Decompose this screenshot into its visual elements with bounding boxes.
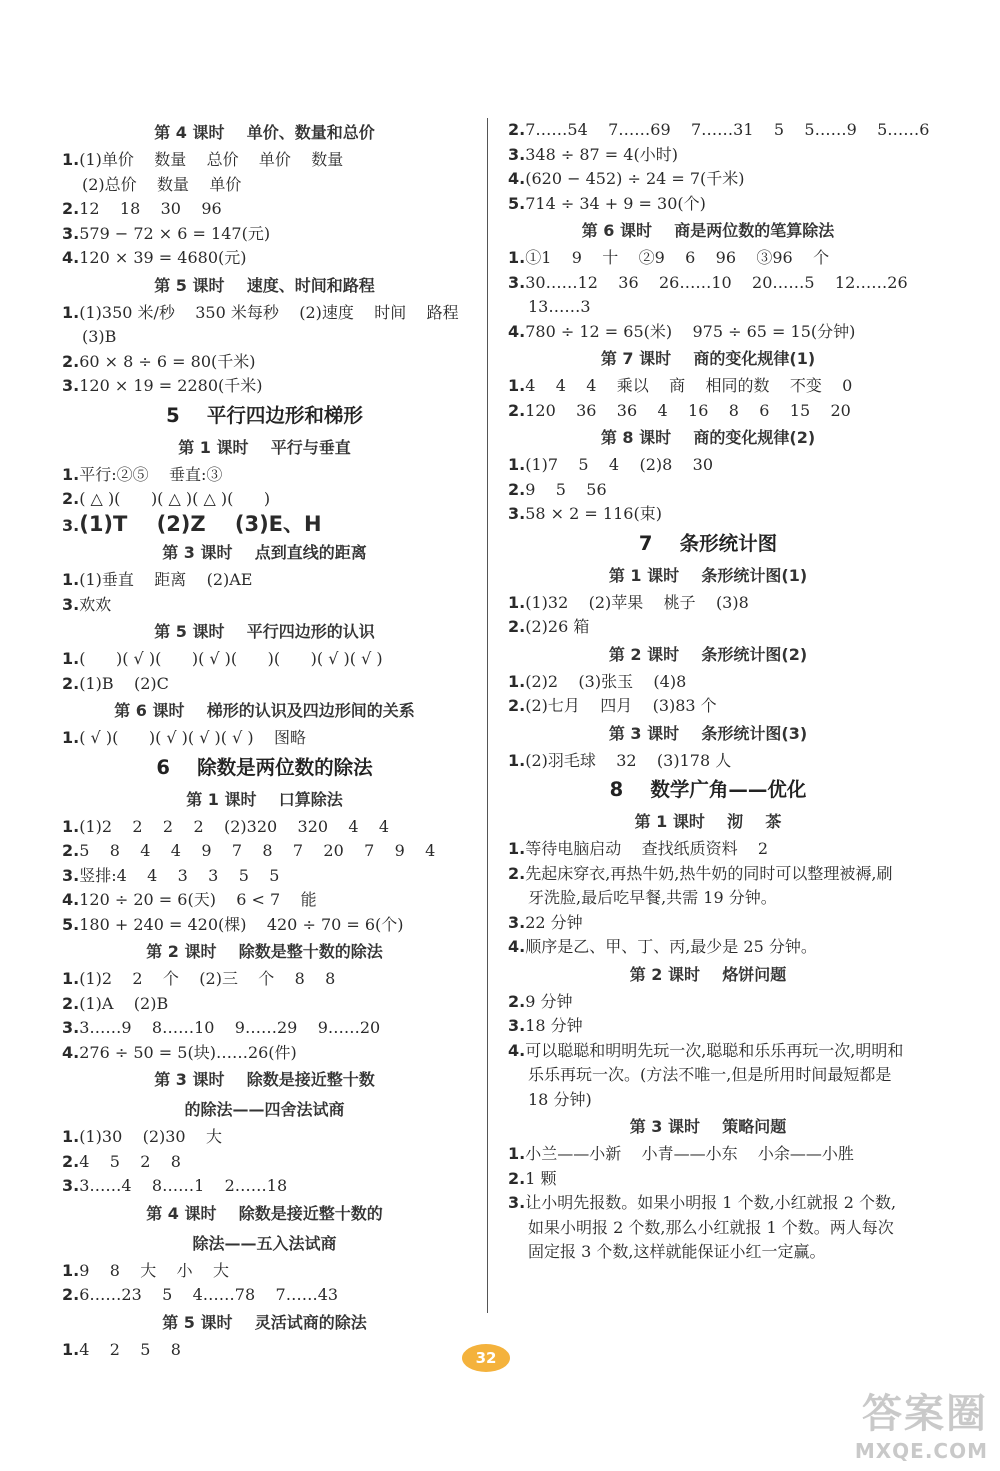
answer-text: 顺序是乙、甲、丁、丙,最少是 25 分钟。 [525,937,817,956]
answer-text: 780 ÷ 12 = 65(米) 975 ÷ 65 = 15(分钟) [525,321,856,341]
answer-text: (1)B (2)C [79,673,169,693]
answer-text: (1)7 5 4 (2)8 30 [525,455,713,474]
answer-text: 120 × 39 = 4680(元) [79,248,247,267]
answer-text: (2)七月 四月 (3)83 个 [525,696,717,715]
answer-line [508,478,908,503]
answer-text: 7……54 7……69 7……31 5 5……9 5……6 [525,120,930,139]
answer-line [62,913,467,938]
answer-line [62,197,467,222]
answer-text: 5 8 4 4 9 7 8 7 20 7 9 4 [79,841,436,860]
question-number: 3. [508,1016,526,1035]
answer-line [62,1174,467,1199]
answer-line [508,1039,908,1113]
answer-text: (1)A (2)B [79,993,169,1013]
question-number: 2. [508,991,526,1011]
lesson-heading: 第 4 课时 除数是接近整十数的 [146,1203,383,1223]
chapter-heading: 5 平行四边形和梯形 [166,403,363,427]
answer-text: 30……12 36 26……10 20……5 12……26 [525,272,908,292]
question-number: 4. [62,1042,80,1062]
question-number: 2. [62,993,80,1013]
answer-text: ( △ )( )( △ )( △ )( ) [79,489,271,508]
page-number-badge [462,1344,510,1372]
answer-line [62,1125,467,1150]
question-number: 3. [62,1176,80,1195]
answer-line [62,815,467,840]
answer-line [62,374,467,399]
answer-text: 等待电脑启动 查找纸质资料 2 [525,839,769,858]
lesson-heading: 第 2 课时 条形统计图(2) [608,644,808,664]
answer-line [508,167,908,192]
watermark [855,1382,988,1463]
answer-text: 120 × 19 = 2280(千米) [79,376,263,395]
answer-line [508,749,908,774]
answer-text: 276 ÷ 50 = 5(块)……26(件) [79,1042,297,1062]
answer-text: 3……4 8……1 2……18 [79,1176,288,1195]
question-number: 3. [508,912,526,932]
question-number: 1. [62,150,80,169]
lesson-heading: 第 1 课时 沏 茶 [634,812,782,831]
answer-text: 欢欢 [79,594,112,614]
answer-line [62,593,467,618]
question-number: 2. [508,696,526,715]
answer-line [508,374,908,399]
answer-line [508,192,908,217]
answer-text: 先起床穿衣,再热牛奶,热牛奶的同时可以整理被褥,刷牙洗脸,最后吃早餐,共需 19 分钟。 [525,863,893,907]
right-column [508,118,930,1265]
question-number: 2. [62,841,80,860]
question-number: 2. [508,617,526,636]
answer-line [508,990,908,1015]
answer-line [62,647,467,672]
question-number: 4. [508,1040,526,1060]
question-number: 4. [62,890,80,909]
lesson-heading: 第 3 课时 除数是接近整十数 [154,1070,375,1089]
answer-text: 120 ÷ 20 = 6(天) 6 < 7 能 [79,890,317,909]
answer-text: (1)单价 数量 总价 单价 数量 [79,150,344,169]
lesson-heading: 第 3 课时 策略问题 [629,1117,787,1136]
answer-text: 579 − 72 × 6 = 147(元) [79,223,271,243]
answer-line [508,271,908,296]
lesson-heading: 第 3 课时 点到直线的距离 [162,543,367,562]
lesson-heading: 第 3 课时 条形统计图(3) [608,723,808,743]
answer-text: 180 + 240 = 420(棵) 420 ÷ 70 = 6(个) [79,914,404,934]
answer-continuation: 13……3 [528,297,591,316]
question-number: 4. [508,321,526,341]
answer-text: (1)350 米/秒 350 米每秒 (2)速度 时间 路程 (3)B [79,302,479,346]
answer-line [62,839,467,864]
lesson-heading: 第 5 课时 灵活试商的除法 [162,1312,367,1332]
question-number: 1. [62,570,80,589]
answer-line [62,672,467,697]
question-number: 4. [62,248,80,267]
answer-text: 可以聪聪和明明先玩一次,聪聪和乐乐再玩一次,明明和乐乐再玩一次。(方法不唯一,但是所用时间最短都是 18 分钟) [525,1040,904,1109]
answer-text: (1)2 2 2 2 (2)320 320 4 4 [79,816,390,836]
lesson-heading: 第 1 课时 平行与垂直 [178,437,351,457]
question-number: 2. [508,1168,526,1188]
answer-text: (2)羽毛球 32 (3)178 人 [525,750,732,770]
question-number: 2. [508,400,526,420]
answer-line [62,1338,467,1363]
lesson-heading: 第 1 课时 口算除法 [186,789,343,809]
lesson-heading: 第 5 课时 平行四边形的认识 [154,622,375,641]
answer-line [62,222,467,247]
question-number: 3. [508,144,526,164]
left-column [62,118,479,1362]
answer-text: 22 分钟 [525,912,583,932]
answer-text: 4 5 2 8 [79,1151,181,1171]
answer-text: 4 4 4 乘以 商 相同的数 不变 0 [525,376,853,395]
question-number: 1. [508,671,526,691]
answer-text: 714 ÷ 34 + 9 = 30(个) [525,193,706,213]
answer-line [508,1191,908,1265]
question-number: 1. [508,248,526,267]
question-number: 3. [62,376,80,395]
answer-line [62,967,467,992]
answer-line [508,246,908,271]
question-number: 2. [62,1151,80,1171]
question-number: 4. [508,937,526,956]
answer-text: 平行:②⑤ 垂直:③ [79,464,223,484]
question-number: 1. [62,649,80,668]
lesson-heading: 第 2 课时 烙饼问题 [629,964,787,984]
question-number: 1. [508,455,526,474]
answer-line [508,911,908,936]
answer-line [62,512,467,539]
page-number: 32 [475,1349,497,1367]
answer-text: (2)26 箱 [525,617,590,636]
answer-text: ( )( √ )( )( √ )( )( )( √ )( √ ) [79,649,383,668]
lesson-heading: 第 6 课时 梯形的认识及四边形间的关系 [114,701,415,720]
answer-line [62,148,467,173]
answer-text: 348 ÷ 87 = 4(小时) [525,144,678,164]
answer-text: 让小明先报数。如果小明报 1 个数,小红就报 2 个数,如果小明报 2 个数,那么小红就报 1 个数。两人每次固定报 3 个数,这样就能保证小红一定赢。 [525,1193,897,1261]
lesson-heading: 第 1 课时 条形统计图(1) [608,565,808,585]
answer-line [62,1041,467,1066]
answer-line [62,1259,467,1284]
chapter-heading: 6 除数是两位数的除法 [156,755,373,779]
answer-line [62,1150,467,1175]
answer-line [62,350,467,375]
answer-text: 小兰——小新 小青——小东 小余——小胜 [525,1144,854,1163]
answer-line [508,399,908,424]
lesson-heading: 第 4 课时 单价、数量和总价 [154,123,375,142]
question-number: 1. [508,750,526,770]
question-number: 3. [62,223,80,243]
question-number: 2. [62,489,80,508]
answer-text: 18 分钟 [525,1016,583,1035]
answer-line [62,726,467,751]
answer-text: (620 − 452) ÷ 24 = 7(千米) [525,169,745,188]
answer-line [508,1167,908,1192]
question-number: 3. [62,865,80,885]
question-number: 1. [62,969,80,988]
answer-line [508,502,908,527]
answer-text: 9 5 56 [525,479,607,499]
answer-line [508,1142,908,1167]
question-number: 3. [508,272,526,292]
answer-text: ( √ )( )( √ )( √ )( √ ) 图略 [79,728,306,747]
lesson-heading: 第 7 课时 商的变化规律(1) [600,349,816,368]
answer-line [62,1016,467,1041]
answer-line [508,118,930,143]
answer-line [62,487,467,512]
question-number: 2. [62,673,80,693]
answer-line [62,992,467,1017]
answer-line [508,935,908,960]
answer-text: 3……9 8……10 9……29 9……20 [79,1018,381,1037]
answer-line [62,568,467,593]
lesson-heading: 的除法——四舍法试商 [184,1100,345,1119]
question-number: 2. [508,479,526,499]
answer-text: (1)垂直 距离 (2)AE [79,570,253,589]
answer-line [62,463,467,488]
answer-line [62,888,467,913]
answer-text: 1 颗 [525,1168,557,1188]
answer-line [62,1283,467,1308]
answer-line [508,320,908,345]
question-number: 1. [62,1339,80,1359]
answer-line [508,694,908,719]
question-number: 1. [62,302,80,322]
question-number: 2. [508,863,526,883]
question-number: 1. [508,839,526,858]
question-number: 3. [62,515,80,535]
answer-line [62,301,479,350]
answer-text: 竖排:4 4 3 3 5 5 [79,865,280,885]
question-number: 3. [508,1193,526,1212]
answer-text: (1)2 2 个 (2)三 个 8 8 [79,969,336,988]
answer-text: 4 2 5 8 [79,1339,181,1359]
answer-line [508,1014,908,1039]
question-number: 1. [508,592,526,612]
answer-text: 9 分钟 [525,991,573,1011]
question-number: 4. [508,169,526,188]
chapter-heading: 8 数学广角——优化 [609,778,807,801]
answer-line [508,143,908,168]
question-number: 1. [62,1127,80,1146]
lesson-heading: 第 8 课时 商的变化规律(2) [600,428,816,447]
answer-line [62,246,467,271]
question-number: 2. [508,120,526,139]
question-number: 2. [62,351,80,371]
question-number: 3. [508,504,526,523]
answer-text: 6……23 5 4……78 7……43 [79,1285,339,1304]
question-number: 2. [62,1285,80,1304]
question-number: 1. [508,1144,526,1163]
lesson-heading: 第 6 课时 商是两位数的笔算除法 [581,221,835,240]
question-number: 5. [508,193,526,213]
watermark-url: MXQE.COM [854,1439,988,1463]
answer-continuation: (2)总价 数量 单价 [82,174,242,194]
answer-line [508,615,908,640]
answer-line [508,837,908,862]
question-number: 1. [62,816,80,836]
answer-text: 58 × 2 = 116(束) [525,504,662,523]
question-number: 1. [62,464,80,484]
question-number: 1. [62,1260,80,1280]
answer-text: 120 36 36 4 16 8 6 15 20 [525,400,851,420]
question-number: 3. [62,1018,80,1037]
lesson-heading: 除法——五入法试商 [192,1233,337,1253]
question-number: 1. [62,728,80,747]
answer-text: 60 × 8 ÷ 6 = 80(千米) [79,351,256,371]
answer-text: (1)30 (2)30 大 [79,1127,222,1146]
column-divider [487,118,488,1313]
question-number: 5. [62,914,80,934]
watermark-logo-text: 答案圈 [862,1391,988,1437]
lesson-heading: 第 2 课时 除数是整十数的除法 [146,942,383,961]
answer-text: (2)2 (3)张玉 (4)8 [525,671,687,691]
answer-text: ①1 9 十 ②9 6 96 ③96 个 [525,248,830,267]
answer-line [508,591,908,616]
answer-line [508,670,908,695]
answer-text: (1)32 (2)苹果 桃子 (3)8 [525,592,749,612]
question-number: 1. [508,376,526,395]
question-number: 3. [62,594,80,614]
answer-line [62,864,467,889]
question-number: 2. [62,199,80,218]
answer-line [508,862,908,911]
answer-text: 9 8 大 小 大 [79,1260,229,1280]
lesson-heading: 第 5 课时 速度、时间和路程 [154,275,375,295]
answer-text: (1)T (2)Z (3)E、H [79,511,322,536]
answer-line [508,453,908,478]
chapter-heading: 7 条形统计图 [638,531,778,555]
answer-text: 12 18 30 96 [79,199,222,218]
